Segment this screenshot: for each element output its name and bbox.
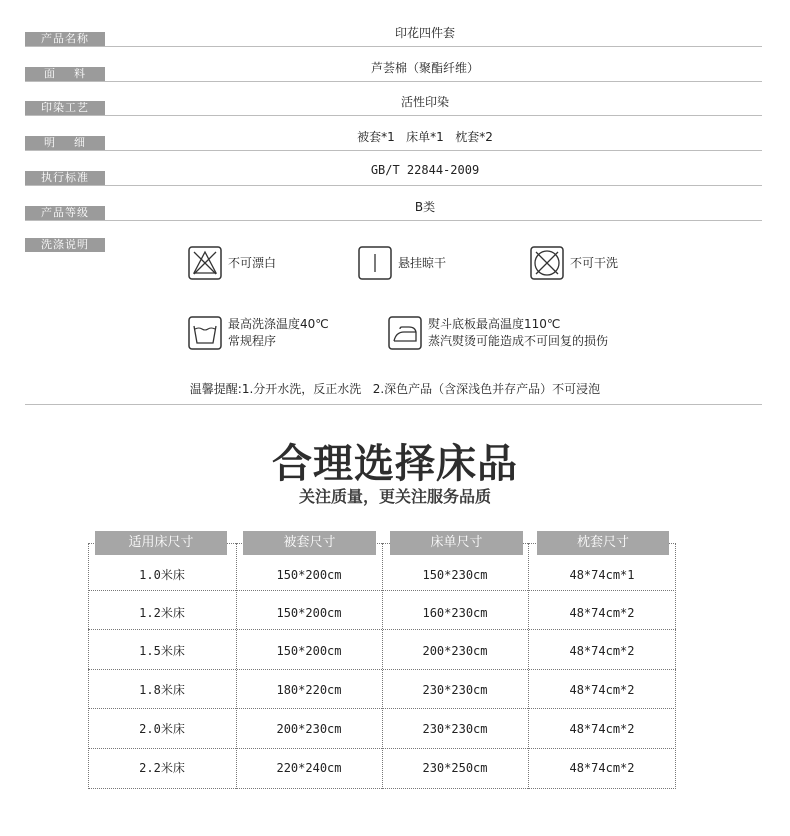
size-table xyxy=(88,531,676,789)
spec-value: 被套*1 床单*1 枕套*2 xyxy=(357,130,493,144)
care-hang-dry xyxy=(358,246,446,280)
care-text-line1: 熨斗底板最高温度110℃ xyxy=(428,317,561,331)
table-cell: 150*200cm xyxy=(276,568,342,582)
table-cell: 1.5米床 xyxy=(139,644,185,658)
table-cell: 230*230cm xyxy=(422,722,488,736)
table-cell: 150*230cm xyxy=(422,568,488,582)
spec-row-fabric xyxy=(25,63,762,82)
table-cell: 230*250cm xyxy=(422,761,488,775)
spec-row-standard xyxy=(25,163,762,186)
care-text-line2: 常规程序 xyxy=(228,334,277,348)
section-title: 合理选择床品 xyxy=(272,441,518,487)
care-text: 不可干洗 xyxy=(570,255,619,270)
spec-label: 明 细 xyxy=(25,136,105,150)
table-cell: 1.8米床 xyxy=(139,683,185,697)
wash-40-icon xyxy=(188,316,222,350)
table-cell: 48*74cm*2 xyxy=(569,683,635,697)
table-cell: 48*74cm*2 xyxy=(569,761,635,775)
spec-value: B类 xyxy=(414,200,436,214)
table-cell: 150*200cm xyxy=(276,606,342,620)
table-cell: 2.2米床 xyxy=(139,761,185,775)
table-header-bed-size: 适用床尺寸 xyxy=(95,531,227,555)
table-cell: 230*230cm xyxy=(422,683,488,697)
table-cell: 150*200cm xyxy=(276,644,342,658)
care-text: 悬挂晾干 xyxy=(398,255,447,270)
wash-tip: 温馨提醒:1.分开水洗，反正水洗 2.深色产品（含深浅色并存产品）不可浸泡 xyxy=(189,382,601,396)
table-cell: 48*74cm*2 xyxy=(569,606,635,620)
spec-value: 芦荟棉（聚酯纤维） xyxy=(370,61,479,75)
hang-dry-icon xyxy=(358,246,392,280)
care-text-line1: 最高洗涤温度40℃ xyxy=(228,317,329,331)
table-header-pillowcase-size: 枕套尺寸 xyxy=(537,531,669,555)
spec-label: 执行标准 xyxy=(25,171,105,185)
table-cell: 180*220cm xyxy=(276,683,342,697)
table-cell: 2.0米床 xyxy=(139,722,185,736)
table-cell: 200*230cm xyxy=(276,722,342,736)
spec-label: 面 料 xyxy=(25,67,105,81)
spec-row-product-name xyxy=(25,28,762,47)
table-cell: 160*230cm xyxy=(422,606,488,620)
table-header-duvet-size: 被套尺寸 xyxy=(243,531,376,555)
table-cell: 48*74cm*2 xyxy=(569,722,635,736)
spec-row-printing xyxy=(25,97,762,116)
care-no-bleach xyxy=(188,246,276,280)
table-cell: 200*230cm xyxy=(422,644,488,658)
spec-value: GB/T 22844-2009 xyxy=(370,163,480,177)
section-subtitle: 关注质量，更关注服务品质 xyxy=(298,487,491,506)
care-iron xyxy=(388,316,608,350)
table-cell: 48*74cm*2 xyxy=(569,644,635,658)
table-cell: 1.0米床 xyxy=(139,568,185,582)
table-cell: 220*240cm xyxy=(276,761,342,775)
iron-icon xyxy=(388,316,422,350)
spec-row-details xyxy=(25,132,762,151)
wash-section xyxy=(25,236,105,252)
spec-row-grade xyxy=(25,202,762,221)
spec-value: 活性印染 xyxy=(400,95,449,109)
spec-label: 产品等级 xyxy=(25,206,105,220)
table-cell: 48*74cm*1 xyxy=(569,568,635,582)
spec-label: 印染工艺 xyxy=(25,101,105,115)
spec-value: 印花四件套 xyxy=(394,26,455,40)
care-text-line2: 蒸汽熨烫可能造成不可回复的损伤 xyxy=(428,334,609,348)
care-no-dry-clean xyxy=(530,246,618,280)
no-bleach-icon xyxy=(188,246,222,280)
no-dry-clean-icon xyxy=(530,246,564,280)
table-header-sheet-size: 床单尺寸 xyxy=(390,531,523,555)
care-text: 不可漂白 xyxy=(228,255,277,270)
care-wash-40 xyxy=(188,316,329,350)
wash-label: 洗涤说明 xyxy=(25,238,105,252)
divider xyxy=(25,404,762,405)
spec-label: 产品名称 xyxy=(25,32,105,46)
table-cell: 1.2米床 xyxy=(139,606,185,620)
